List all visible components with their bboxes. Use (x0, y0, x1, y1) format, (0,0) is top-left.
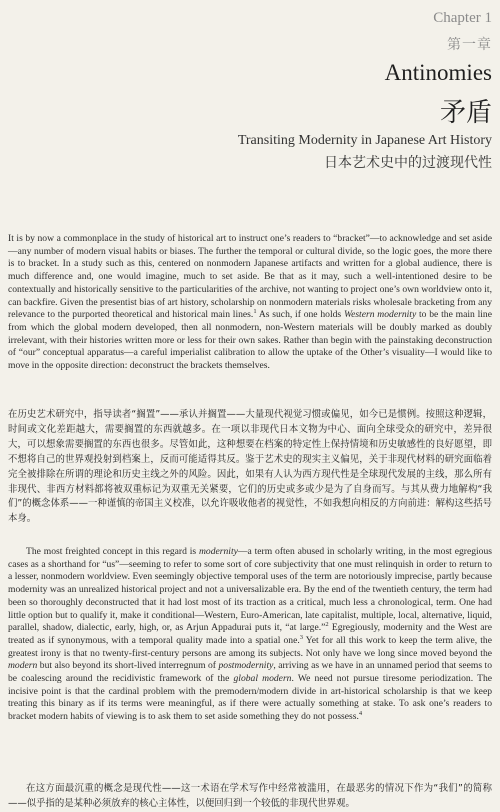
paragraph-2-text-e: but also beyond its short-lived interregnum of (37, 660, 219, 672)
chapter-label-en: Chapter 1 (433, 10, 492, 26)
footnote-ref-2[interactable]: 2 (325, 621, 329, 629)
chapter-subtitle-en: Transiting Modernity in Japanese Art History (237, 133, 492, 148)
emphasis-modern: modern (8, 660, 38, 672)
emphasis-western-modernity: Western modernity (343, 309, 417, 321)
paragraph-1-en (8, 233, 492, 373)
paragraph-2-text-d: Yet for all this work to keep the term alive, the greatest irony is that no twenty-first-century persons are among its subjects. Not only have we long since moved beyond the (8, 634, 492, 659)
footnote-ref-3[interactable]: 3 (299, 633, 303, 641)
paragraph-1-text-c: to be the main line from which the global modern developed, then all nonmodern, non-Western materials will be doubly marked as doubly irrelevant, with their histories written more or less for their own sakes. Rather than begin with the painstaking deconstruction of “our” conceptual apparatus—a careful imperialist calibration to allow the uptake of the Other’s visuality—I would like to move in the opposite direction: deconstruct the brackets themselves. (8, 309, 492, 372)
chapter-subtitle-zh: 日本艺术史中的过渡现代性 (324, 155, 492, 171)
paragraph-2-zh: 在这方面最沉重的概念是现代性——这一术语在学术写作中经常被滥用，在最恶劣的情况下作为“我们”的简称——似乎指的是某种必须放弃的核心主体性，以便回归到一个较低的非现代世界观。 (8, 783, 492, 809)
paragraph-2-text-f: , arriving as we have in an unnamed period that seems to be coalescing around the recidivistic framework of the (8, 660, 492, 685)
paragraph-1-text-b: As such, if one holds (256, 309, 344, 321)
paragraph-1-text-a: It is by now a commonplace in the study of historical art to instruct one’s readers to “bracket”—to acknowledge and set aside—any number of modern visual habits or biases. The further the temporal or cultural divide, so the logic goes, the more there is to bracket. In a study such as this, centered on nonmodern Japanese artifacts and written for a global audience, there is much difference and, one would imagine, much to set aside. Be that as it may, such a well-intentioned desire to be contextually and historically sensitive to the particularities of the archive, not wanting to project one’s own worldview onto it, can backfire. Given the presentist bias of art history, scholarship on nonmodern materials risks wholesale bracketing from any relevance to the purported theoretical and historical main lines. (8, 233, 492, 321)
chapter-title-zh: 矛盾 (439, 98, 492, 128)
chapter-label-zh: 第一章 (447, 37, 492, 53)
footnote-ref-1[interactable]: 1 (253, 308, 257, 316)
emphasis-modernity: modernity (199, 546, 238, 557)
paragraph-1-zh: 在历史艺术研究中，指导读者“搁置”——承认并搁置——大量现代视觉习惯或偏见，如今已是惯例。按照这种逻辑，时间或文化差距越大，需要搁置的东西就越多。在一项以非现代日本文物为中心、面向全球受众的研究中，差异很大，可以想象需要搁置的东西也很多。尽管如此，这种想要在档案的特定性上保持情境和历史敏感性的良好愿望，即不想将自己的世界观投射到档案上，反而可能适得其反。鉴于艺术史的现实主义偏见，关于非现代材料的研究面临着完全被排除在所谓的理论和历史主线之外的风险。因此，如果有人认为西方现代性是全球现代发展的主线，那么所有非现代、非西方材料都将被双重标记为双重无关紧要，它们的历史或多或少是为了自身而写。与其从费力地解构“我们”的概念体系——一种谨慎的帝国主义校准，以允许吸收他者的视觉性，不如我想向相反的方向前进：解构这些括号本身。 (8, 409, 492, 525)
paragraph-2-text-b: —a term often abused in scholarly writing, in the most egregious cases as a shorthand for “us”—seeming to refer to some sort of core subjectivity that one must relinquish in order to return to a lesser, nonmodern worldview. Even seemingly objective temporal uses of the term are notoriously imprecise, partly because modernity was an unrealized historical project and not a universalizable era. By the end of the twentieth century, the term had been so thoroughly deconstructed that it had lost most of its traction as a critical, much less a chronological, term. One had little option but to qualify it, make it conditional—Western, Euro-American, late capitalist, multiple, local, alternative, liquid, parallel, shadow, dialectic, early, high, or, as Arjun Appadurai puts it, “at large.” (8, 546, 492, 634)
emphasis-global-modern: global modern (233, 673, 292, 685)
paragraph-2-text-a: The most freighted concept in this regard is (26, 546, 199, 557)
paragraph-2-text-c: Egregiously, modernity and the West are treated as if synonymous, with a temporal quality made into a spatial one. (8, 622, 492, 646)
emphasis-postmodernity: postmodernity (218, 660, 274, 672)
footnote-ref-4[interactable]: 4 (358, 709, 363, 717)
paragraph-2-text-g: . We need not pursue tiresome periodization. The incisive point is that the cardinal problem with the premodern/modern divide in art-historical scholarship is that we keep treating this binary as if its terms were meaningful, as if there were actually something at stake. To ask one’s readers to bracket modern habits of viewing is to ask them to set aside something they do not possess. (8, 673, 493, 723)
paragraph-2-en (8, 546, 492, 724)
chapter-title-en: Antinomies (384, 60, 492, 85)
